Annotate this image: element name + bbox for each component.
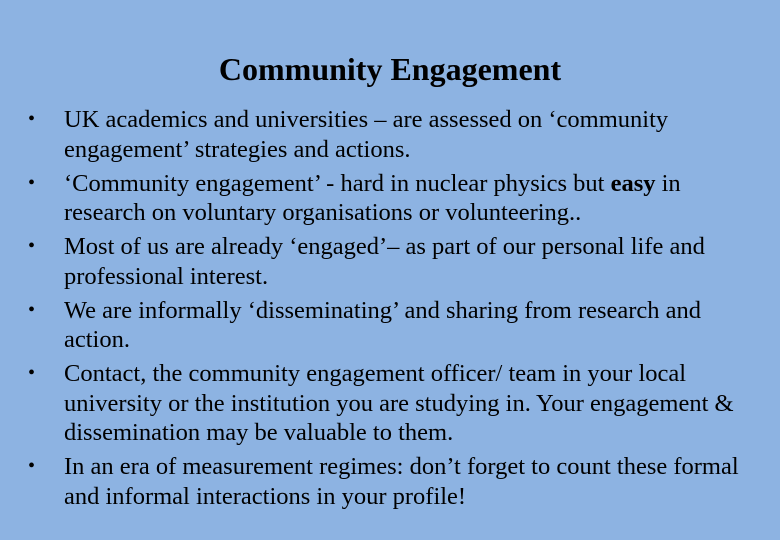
bullet-item-2: [22, 169, 762, 228]
bullet-text-before: ‘Community engagement’ - hard in nuclear physics but: [64, 169, 611, 197]
bullet-text: UK academics and universities – are assessed on ‘community engagement’ strategies and actions.: [64, 106, 669, 163]
bullet-text: We are informally ‘disseminating’ and sharing from research and action.: [64, 296, 702, 353]
slide-title: Community Engagement: [218, 51, 562, 87]
bullet-icon: •: [28, 171, 36, 194]
bullet-icon: •: [28, 362, 36, 384]
bullet-item-1: [22, 105, 762, 164]
bullet-icon: •: [28, 108, 36, 130]
bullet-text-emphasis: easy: [610, 169, 656, 197]
bullet-item-5: [22, 359, 762, 448]
bullet-text: Contact, the community engagement officer/ team in your local university or the institution you are studying in. Your engagement & dissemination may be valuable to them.: [64, 360, 734, 446]
bullet-list: [22, 105, 762, 516]
bullet-item-6: [22, 452, 762, 511]
bullet-item-4: [22, 296, 762, 355]
bullet-text-after: in research on voluntary organisations or volunteering..: [64, 169, 681, 226]
bullet-icon: •: [28, 298, 36, 321]
bullet-icon: •: [28, 455, 36, 477]
bullet-text: In an era of measurement regimes: don’t forget to count these formal and informal interactions in your profile!: [64, 453, 739, 510]
bullet-icon: •: [28, 235, 36, 257]
bullet-text: Most of us are already ‘engaged’– as part of our personal life and professional interest.: [64, 233, 705, 290]
bullet-item-3: [22, 232, 762, 291]
